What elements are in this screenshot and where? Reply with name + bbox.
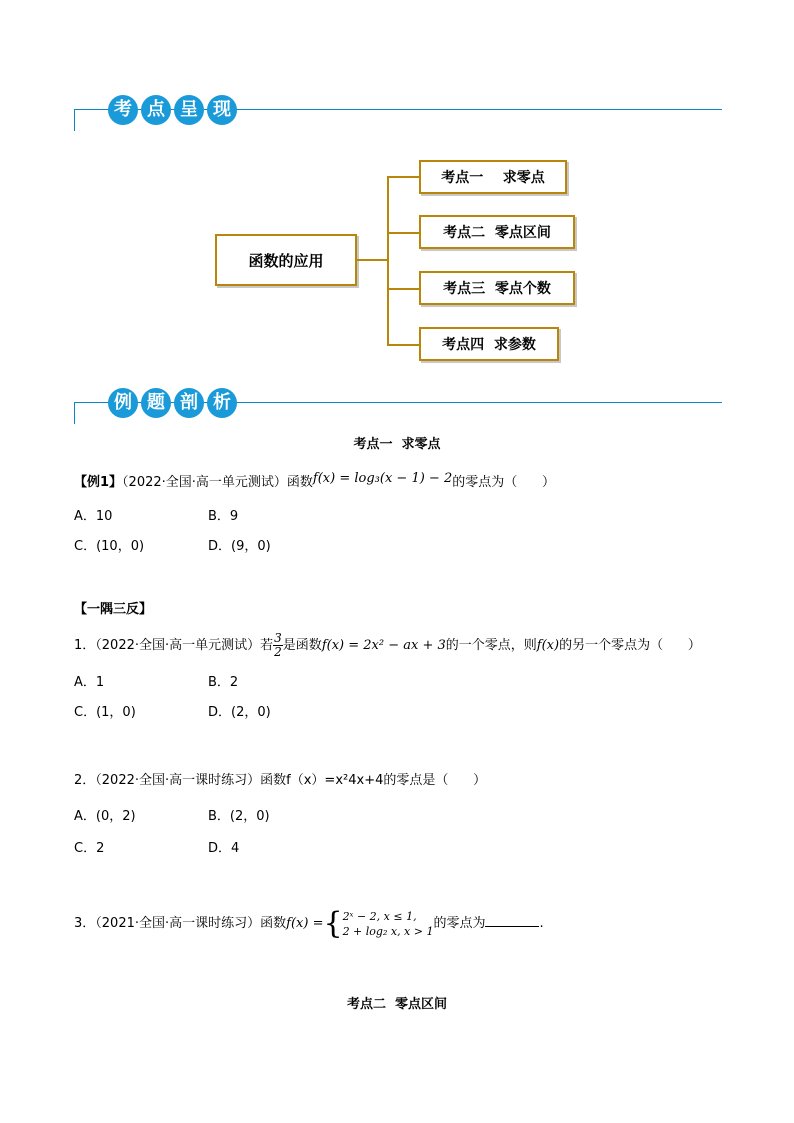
question-3 — [74, 906, 544, 942]
fraction-denominator: 2 — [274, 645, 282, 659]
topic-heading: 考点二 零点区间 — [346, 997, 448, 1012]
section-title-char: 现 — [207, 95, 237, 125]
section-title-char: 析 — [207, 388, 237, 418]
mindmap-connector — [387, 288, 419, 290]
mindmap-branch-3: 考点三 零点个数 — [419, 271, 575, 305]
question-1 — [74, 632, 701, 660]
mindmap-branch-2: 考点二 零点区间 — [419, 215, 575, 249]
question-text: . — [539, 916, 544, 931]
mindmap-branch-4: 考点四 求参数 — [419, 327, 559, 361]
option-d: D．(2，0) — [208, 705, 271, 720]
option-a: A．10 — [74, 509, 113, 524]
question-text: 函数 — [286, 475, 313, 490]
example-1-question — [74, 471, 556, 492]
question-number: 1． — [74, 638, 96, 653]
section-title-char: 点 — [141, 95, 171, 125]
example-label: 【例1】 — [74, 475, 123, 490]
brace-symbol: { — [323, 905, 343, 941]
question-text: 函数 — [260, 916, 287, 931]
question-text: 函数 — [260, 773, 287, 788]
mindmap-connector — [387, 344, 419, 346]
mindmap-connector — [387, 176, 419, 178]
formula: f(x) — [536, 638, 560, 653]
question-text: 的零点为（ ） — [452, 475, 556, 490]
practice-title: 【一隅三反】 — [74, 602, 153, 617]
question-2 — [74, 772, 486, 790]
mindmap-branch-1: 考点一 求零点 — [419, 160, 567, 194]
section-title-char: 例 — [108, 388, 138, 418]
option-b: B．2 — [208, 675, 239, 690]
question-number: 3． — [74, 916, 96, 931]
section-title-char: 呈 — [174, 95, 204, 125]
option-b: B．(2，0) — [208, 809, 270, 824]
option-d: D．4 — [208, 841, 240, 856]
case-2: 2 + log₂ x, x > 1 — [342, 924, 434, 938]
option-d: D．(9，0) — [208, 539, 271, 554]
source-tag: （2022·全国·高一单元测试） — [122, 475, 287, 490]
formula: f(x) = — [286, 916, 324, 931]
case-1: 2ˣ − 2, x ≤ 1, — [342, 909, 417, 923]
option-a: A．1 — [74, 675, 105, 690]
question-text: 的零点是（ ） — [383, 773, 487, 788]
source-tag: （2022·全国·高一单元测试） — [95, 638, 261, 653]
formula: f(x) = log₃(x − 1) − 2 — [312, 471, 453, 486]
section-title-char: 考 — [108, 95, 138, 125]
topic-heading: 考点一 求零点 — [353, 437, 441, 452]
fraction — [273, 632, 283, 659]
mindmap-connector — [387, 232, 419, 234]
section-tick — [74, 109, 75, 131]
option-a: A．(0，2) — [74, 809, 136, 824]
question-text: 是函数 — [282, 638, 322, 653]
mindmap-root: 函数的应用 — [215, 234, 357, 286]
question-text: 的零点为 — [433, 916, 486, 931]
section-rule — [75, 109, 722, 110]
formula: f(x) = 2x² − ax + 3 — [321, 638, 446, 653]
mindmap-connector — [387, 176, 389, 344]
formula: f（x）=x²4x+4 — [286, 773, 384, 788]
option-c: C．(1，0) — [74, 705, 136, 720]
option-c: C．(10，0) — [74, 539, 145, 554]
piecewise-cases — [343, 909, 434, 939]
section-title-char: 剖 — [174, 388, 204, 418]
mindmap-connector — [357, 259, 387, 261]
option-c: C．2 — [74, 841, 105, 856]
section-rule — [75, 402, 722, 403]
question-text: 若 — [260, 638, 274, 653]
option-b: B．9 — [208, 509, 239, 524]
question-text: 的一个零点，则 — [445, 638, 537, 653]
section-title-char: 题 — [141, 388, 171, 418]
question-text: 的另一个零点为（ ） — [559, 638, 701, 653]
fraction-numerator: 3 — [274, 631, 282, 645]
answer-blank[interactable] — [485, 913, 539, 927]
source-tag: （2022·全国·高一课时练习） — [95, 773, 261, 788]
source-tag: （2021·全国·高一课时练习） — [95, 916, 261, 931]
question-number: 2． — [74, 773, 96, 788]
section-tick — [74, 402, 75, 424]
